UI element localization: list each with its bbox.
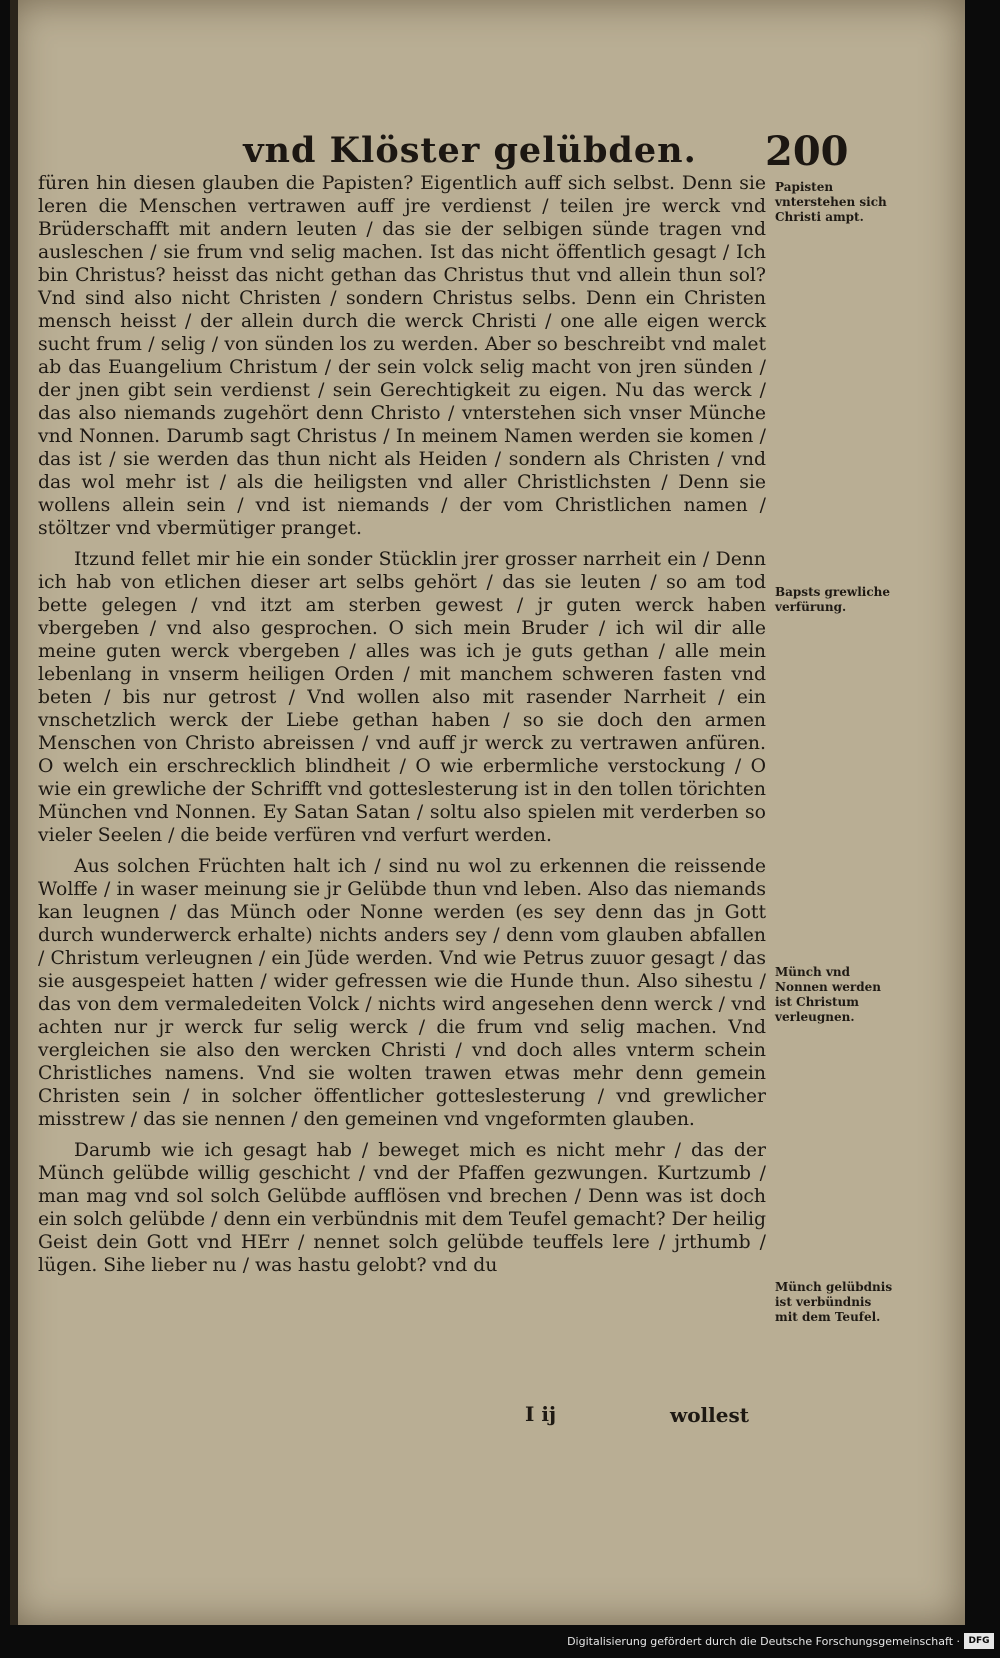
footer-credit: Digitalisierung gefördert durch die Deutsche Forschungsgemeinschaft · <box>567 1635 960 1648</box>
paragraph: füren hin diesen glauben die Papisten? Eigentlich auff sich selbst. Denn sie leren die Menschen vertrawen auff jre verdienst / teilen jre werck vnd Brüderschafft mit andern leuten / das sie der selbigen sünde tragen vnd ausleschen / sie frum vnd selig machen. Ist das nicht öffentlich gesagt / Ich bin Christus? heisst das nicht gethan das Christus thut vnd allein thun sol? Vnd sind also nicht Christen / sondern Christus selbs. Denn ein Christen mensch heisst / der allein durch die werck Christi / one alle eigen werck sucht frum / selig / von sünden los zu werden. Aber so beschreibt vnd malet ab das Euangelium Christum / der sein volck selig macht von jren sünden / der jnen gibt sein verdienst / sein Gerechtigkeit zu eigen. Nu das werck / das also niemands zugehört denn Christo / vnterstehen sich vnser Münche vnd Nonnen. Darumb sagt Christus / In meinem Namen werden sie komen / das ist / sie werden das thun nicht als Heiden / sondern als Christen / vnd das wol mehr ist / als die heiligsten vnd aller Christlichsten / Denn sie wollens allein sein / vnd ist niemands / der vom Christlichen namen / stöltzer vnd vbermütiger pranget. <box>38 173 766 539</box>
margin-note: Münch gelübdnis ist verbündnis mit dem Teufel. <box>775 1280 893 1324</box>
paragraph: Aus solchen Früchten halt ich / sind nu wol zu erkennen die reissende Wolffe / in waser meinung sie jr Gelübde thun vnd leben. Also das niemands kan leugnen / das Münch oder Nonne werden (es sey denn das jn Gott durch wunderwerck erhalte) nichts anders sey / denn vom glauben abfallen / Christum verleugnen / ein Jüde werden. Vnd wie Petrus zuuor gesagt / das sie ausgespeiet hatten / wider gefressen wie die Hunde thun. Also sihestu / das von dem vermaledeiten Volck / nichts wird angesehen denn werck / vnd achten nur jr werck fur selig werck / die frum vnd selig machen. Vnd vergleichen sie also den wercken Christi / vnd doch alles vnterm schein Christliches namens. Vnd sie wolten trawen etwas mehr denn gemein Christen sein / in solcher öffentlicher gotteslesterung / vnd grewlicher misstrew / das sie nennen / den gemeinen vnd vngeformten glauben. <box>38 856 766 1130</box>
page-number: 200 <box>765 128 849 175</box>
paragraph: Darumb wie ich gesagt hab / beweget mich es nicht mehr / das der Münch gelübde willig geschicht / vnd der Pfaffen gezwungen. Kurtzumb / man mag vnd sol solch Gelübde aufflösen vnd brechen / Denn was ist doch ein solch gelübde / denn ein verbündnis mit dem Teufel gemacht? Der heilig Geist dein Gott vnd HErr / nennet solch gelübde teuffels lere / jrthumb / lügen. Sihe lieber nu / was hastu gelobt? vnd du <box>38 1140 766 1276</box>
catchword: wollest <box>670 1403 749 1427</box>
dfg-logo-icon: DFG <box>964 1633 994 1649</box>
signature-mark: I ij <box>525 1402 557 1426</box>
footer-bar <box>0 1626 1000 1658</box>
margin-note: Bapsts grewliche verfürung. <box>775 585 891 614</box>
margin-note: Münch vnd Nonnen werden ist Christum verleugnen. <box>775 965 881 1024</box>
margin-note: Papisten vnterstehen sich Christi ampt. <box>775 180 887 224</box>
body-text <box>38 172 766 1285</box>
running-head: vnd Klöster gelübden. <box>243 130 697 171</box>
page-spine-edge <box>10 0 18 1625</box>
paragraph: Itzund fellet mir hie ein sonder Stücklin jrer grosser narrheit ein / Denn ich hab von etlichen dieser art selbs gehört / das sie leuten / so am tod bette gelegen / vnd itzt am sterben gewest / jr guten werck haben vbergeben / vnd also gesprochen. O sich mein Bruder / ich wil dir alle meine guten werck vbergeben / alles was ich je guts gethan / alle mein lebenlang in vnserm heiligen Orden / mit manchem schweren fasten vnd beten / bis nur getrost / Vnd wollen also mit rasender Narrheit / ein vnschetzlich werck der Liebe gethan haben / so sie doch den armen Menschen von Christo abreissen / vnd auff jr werck zu vertrawen anfüren. O welch ein erschrecklich blindheit / O wie erbermliche verstockung / O wie ein grewliche der Schrifft vnd gotteslesterung ist in den tollen törichten München vnd Nonnen. Ey Satan Satan / soltu also spielen mit verderben so vieler Seelen / die beide verfüren vnd verfurt werden. <box>38 549 766 846</box>
